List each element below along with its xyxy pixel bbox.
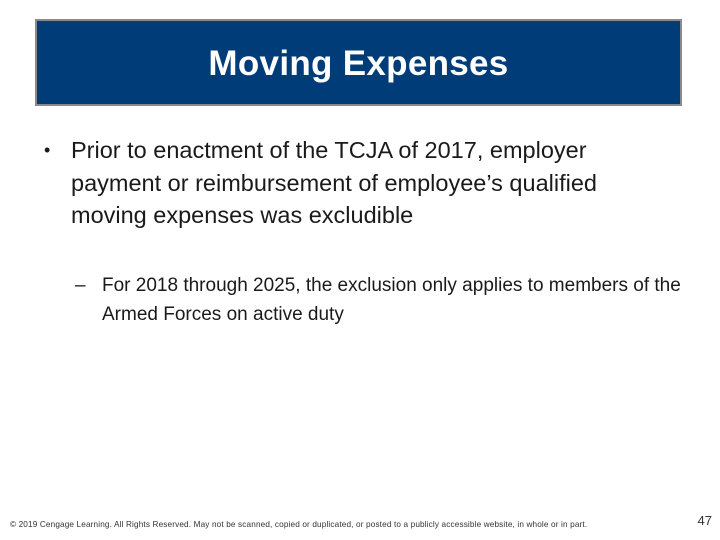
page-number: 47 bbox=[697, 513, 712, 528]
sub-bullet-text: For 2018 through 2025, the exclusion only applies to members of the Armed Forces on active duty bbox=[102, 275, 681, 325]
slide-title-bar bbox=[35, 19, 682, 106]
bullet-text: Prior to enactment of the TCJA of 2017, employer payment or reimbursement of employee’s qualified moving expenses was excludible bbox=[71, 137, 597, 228]
copyright-notice: © 2019 Cengage Learning. All Rights Reserved. May not be scanned, copied or duplicated, or posted to a publicly accessible website, in whole or in part. bbox=[10, 520, 588, 529]
sub-bullet-point bbox=[75, 272, 685, 329]
slide-title: Moving Expenses bbox=[208, 43, 509, 83]
bullet-point bbox=[44, 134, 664, 232]
sub-bullet-marker: – bbox=[75, 275, 86, 296]
bullet-marker: • bbox=[44, 140, 51, 160]
